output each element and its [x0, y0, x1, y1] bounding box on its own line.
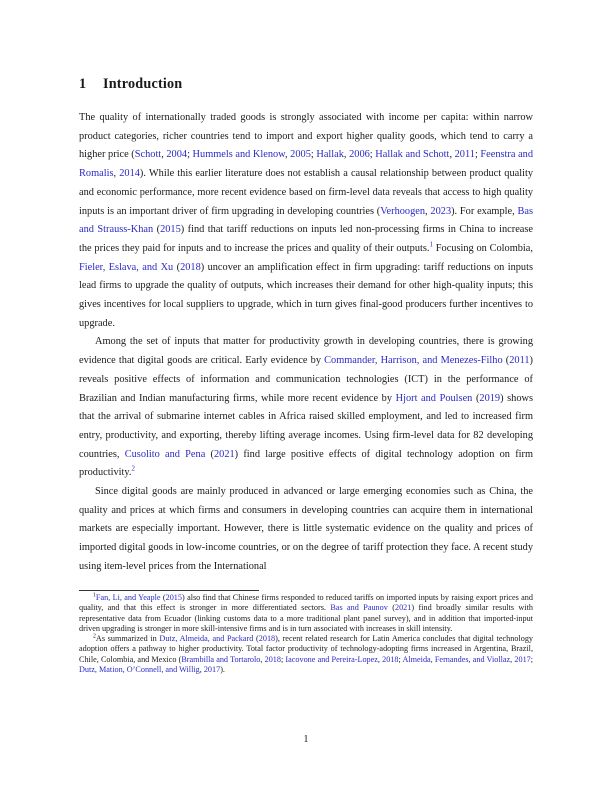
citation-link[interactable]: 2004: [166, 149, 188, 161]
footnote: [79, 634, 533, 675]
text-run: ,: [113, 168, 120, 180]
citation-link[interactable]: Cusolito and Pena: [124, 448, 206, 460]
text-run: (: [387, 603, 395, 613]
citation-link[interactable]: Hallak: [316, 149, 344, 161]
citation-link[interactable]: 2005: [290, 149, 311, 161]
text-run: ) reveals positive effects of information and communication technologies (ICT) in the performance of Brazilian and Indian manufacturing firms, while more recent evidence by: [79, 355, 533, 404]
citation-link[interactable]: Bas and Strauss-Khan: [79, 205, 534, 236]
text-run: As summarized in: [95, 634, 160, 644]
text-run: ;: [398, 654, 403, 664]
text-run: (: [153, 224, 161, 236]
text-run: (: [205, 448, 214, 460]
text-run: ;: [280, 654, 286, 664]
text-run: ,: [377, 654, 383, 664]
text-run: ,: [425, 205, 431, 217]
citation-link[interactable]: 2023: [430, 205, 452, 217]
text-run: (: [253, 634, 259, 644]
citation-link[interactable]: Verhoogen: [380, 205, 426, 217]
text-run: ,: [284, 149, 291, 161]
text-run: ) find broadly similar results with representative data from Ecuador (linking customs data to a more traditional plant panel survey), and in addition that imported-input driven upgrading is stronger in more skill-intensive firms and is in turn associated with increases in skill intensity.: [79, 603, 533, 633]
citation-link[interactable]: Iacovone and Pereira-Lopez: [285, 654, 378, 664]
citation-link[interactable]: Bas and Paunov: [330, 603, 388, 613]
citation-link[interactable]: 2014: [119, 168, 140, 180]
footnote: [79, 593, 533, 634]
text-run: ,: [343, 149, 350, 161]
citation-link[interactable]: Hummels and Klenow: [192, 149, 285, 161]
citation-link[interactable]: Fieler, Eslava, and Xu: [79, 261, 174, 273]
citation-link[interactable]: Almeida, Fernandes, and Viollaz: [402, 654, 511, 664]
citation-link[interactable]: Fan, Li, and Yeaple: [95, 593, 161, 602]
text-run: ) uncover an amplification effect in firm upgrading: tariff reductions on inputs lead firms to upgrade the quality of outputs, which increases their demand for other high-quality inputs; this gives incentives for local suppliers to upgrade, which in turn gives final-good producers further incentives to upgrade.: [79, 261, 533, 329]
text-run: (: [160, 593, 166, 602]
paragraph: [79, 109, 533, 333]
paragraph: [79, 483, 533, 577]
citation-link[interactable]: 2011: [454, 149, 475, 161]
citation-link[interactable]: 2017: [203, 665, 221, 675]
citation-link[interactable]: 2015: [160, 224, 181, 236]
citation-link[interactable]: Dutz, Almeida, and Packard: [159, 634, 254, 644]
footnote-marker: 2: [93, 633, 96, 640]
section-number: 1: [79, 76, 87, 92]
text-run: Focusing on Colombia,: [432, 242, 533, 254]
text-run: ,: [199, 665, 204, 675]
citation-link[interactable]: 2018: [180, 261, 201, 273]
text-run: ) find large positive effects of digital technology adoption on firm productivity.: [79, 448, 533, 479]
text-run: (: [173, 261, 181, 273]
text-run: ), recent related research for Latin America concludes that digital technology adoption offers a pathway to higher productivity. Total factor productivity of technology-adopting firms increased in Argentina, Brazil, Chile, Colombia, and Mexico (: [79, 634, 534, 664]
footnote-marker[interactable]: 2: [131, 464, 135, 473]
citation-link[interactable]: 2021: [394, 603, 412, 613]
page-number: 1: [303, 734, 309, 745]
text-run: Among the set of inputs that matter for productivity growth in developing countries, there is growing evidence that digital goods are critical. Early evidence by: [79, 336, 533, 367]
paragraph: [79, 333, 533, 483]
text-run: ;: [187, 149, 193, 161]
body-text: [79, 109, 533, 577]
text-run: ) find that tariff reductions on inputs led non-processing firms in China to increase the prices they paid for inputs and to increase the prices and quality of their outputs.: [79, 224, 533, 254]
citation-link[interactable]: Hjort and Poulsen: [395, 392, 473, 404]
text-run: ). For example,: [451, 205, 518, 217]
citation-link[interactable]: 2018: [382, 654, 399, 664]
citation-link[interactable]: 2021: [213, 448, 235, 460]
text-run: ;: [369, 149, 376, 161]
text-run: (: [502, 355, 510, 367]
footnote-marker[interactable]: 1: [429, 240, 433, 249]
text-run: ,: [449, 149, 455, 161]
footnote-marker: 1: [93, 592, 96, 599]
text-run: ,: [510, 654, 515, 664]
text-run: Since digital goods are mainly produced in advanced or large emerging economies such as China, the quality and prices at which firms and consumers in developing countries can acquire them in international markets are especially important. However, there is little systematic evidence on the quality and prices of imported digital goods in low-income countries, or on the degree of tariff protection they face. A recent study using item-level prices from the International: [79, 486, 533, 572]
citation-link[interactable]: 2018: [264, 654, 281, 664]
section-heading: [79, 76, 182, 93]
citation-link[interactable]: Hallak and Schott: [375, 149, 450, 161]
text-run: ;: [310, 149, 317, 161]
section-title: Introduction: [103, 76, 183, 92]
text-run: (: [472, 392, 480, 404]
citation-link[interactable]: Schott: [134, 149, 162, 161]
citation-link[interactable]: 2019: [479, 392, 501, 404]
citation-link[interactable]: Feenstra and Romalis: [79, 149, 533, 180]
citation-link[interactable]: Brambilla and Tortarolo: [181, 654, 261, 664]
text-run: ,: [260, 654, 265, 664]
text-run: ). While this earlier literature does not establish a causal relationship between product quality and economic performance, more recent evidence based on firm-level data reveals that access to high quality inputs is an important driver of firm upgrading in developing countries (: [79, 168, 533, 217]
citation-link[interactable]: 2017: [514, 654, 531, 664]
citation-link[interactable]: 2018: [258, 634, 276, 644]
citation-link[interactable]: 2006: [349, 149, 370, 161]
text-run: ) also find that Chinese firms responded to reduced tariffs on imported inputs by raising export prices and quality, and that this effect is stronger in more differentiated sectors.: [79, 593, 533, 613]
text-run: ) shows that the arrival of submarine internet cables in Africa raised skilled employment, and led to increased firm entry, productivity, and exporting, thereby lifting average incomes. Using firm-level data for 82 developing countries,: [79, 392, 533, 460]
footnote-rule: [79, 590, 259, 591]
text-run: ;: [530, 654, 534, 664]
text-run: ).: [220, 665, 225, 675]
citation-link[interactable]: Dutz, Mation, O’Connell, and Willig: [79, 665, 200, 675]
text-run: The quality of internationally traded goods is strongly associated with income per capita: within narrow product categories, richer countries tend to import and export higher quality goods, which tend to carry a higher price (: [79, 112, 533, 161]
text-run: ;: [474, 149, 481, 161]
citation-link[interactable]: 2011: [509, 355, 530, 367]
text-run: ,: [161, 149, 167, 161]
citation-link[interactable]: Commander, Harrison, and Menezes-Filho: [324, 355, 503, 367]
citation-link[interactable]: 2015: [165, 593, 182, 602]
footnotes: [79, 593, 533, 675]
